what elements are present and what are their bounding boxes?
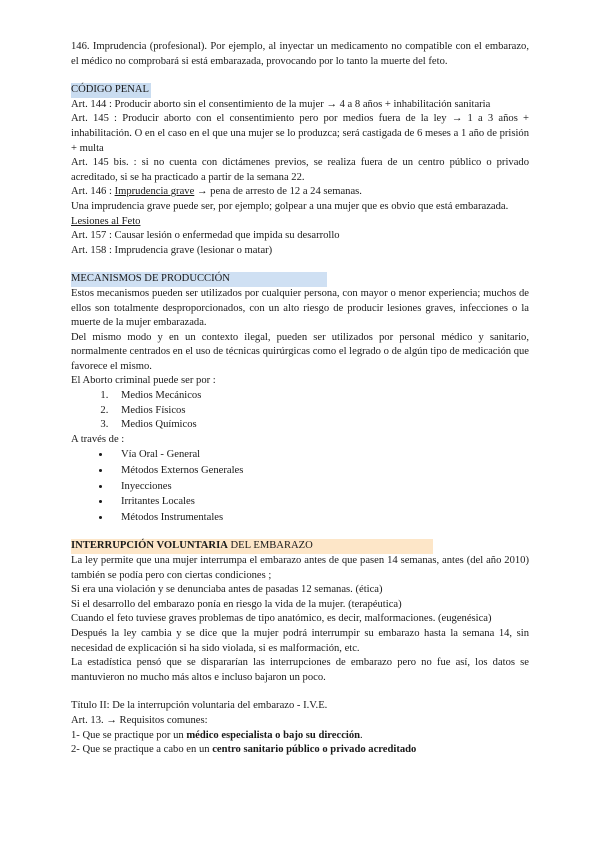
requisito-1-suffix: . [360, 729, 363, 741]
list-item: • Métodos Instrumentales [111, 510, 529, 526]
titulo-ii: Título II: De la interrupción voluntaria del embarazo - I.V.E. [71, 700, 328, 712]
ive-condicion-terapeutica: Si el desarrollo del embarazo ponía en riesgo la vida de la mujer. (terapéutica) [71, 598, 402, 610]
lesiones-heading: Lesiones al Feto [71, 215, 141, 227]
art-144: Art. 144 : Producir aborto sin el consentimiento de la mujer → 4 a 8 años + inhabilitación sanitaria [71, 98, 491, 110]
requisito-2-prefix: 2- Que se practique a cabo en un [71, 744, 213, 756]
codigo-penal-heading [71, 83, 529, 98]
art-158: Art. 158 : Imprudencia grave (lesionar o matar) [71, 244, 273, 256]
ive-paragraph-1: La ley permite que una mujer interrumpa el embarazo antes de que pasen 14 semanas, antes (del año 2010) también se podía pero con ciertas condiciones ; [71, 555, 529, 581]
list-item: • Métodos Externos Generales [111, 463, 529, 479]
ive-condicion-etica: Si era una violación y se denunciaba antes de pasadas 12 semanas. (ética) [71, 584, 383, 596]
a-traves-intro: A través de : [71, 433, 125, 445]
art-146 [71, 185, 529, 200]
list-item: • Vía Oral - General [111, 447, 529, 463]
ive-paragraph-2: Después la ley cambia y se dice que la mujer podrá interrumpir su embarazo hasta la semana 14, sin necesidad de explicación si ha sido violada, si es malformación, etc. [71, 627, 529, 654]
list-item: 2. Medios Físicos [111, 404, 529, 419]
mecanismos-heading: MECANISMOS DE PRODUCCIÓN [71, 272, 327, 287]
intro-paragraph: 146. Imprudencia (profesional). Por ejemplo, al inyectar un medicamento no compatible con el embarazo, el médico no comprobará si está embarazada, provocando por lo tanto la muerte del feto. [71, 41, 529, 67]
ive-heading-rest: DEL EMBARAZO [227, 540, 313, 552]
list-item: 1. Medios Mecánicos [111, 389, 529, 404]
requisito-1-bold: médico especialista o bajo su dirección [186, 729, 361, 741]
art-146-underlined: Imprudencia grave [114, 186, 195, 198]
mecanismos-paragraph-1: Estos mecanismos pueden ser utilizados por cualquier persona, con mayor o menor experiencia; muchos de ellos son totalmente desproporcionados, con un alto riesgo de producir lesiones graves, infecciones o la muerte de la mujer embarazada. [71, 287, 529, 329]
art-146-prefix: Art. 146 : [71, 186, 115, 198]
requisito-2 [71, 743, 529, 758]
list-item: • Irritantes Locales [111, 494, 529, 510]
art-13: Art. 13. → Requisitos comunes: [71, 714, 208, 726]
medios-list [71, 389, 529, 433]
imprudencia-paragraph: Una imprudencia grave puede ser, por ejemplo; golpear a una mujer que es obvio que está embarazada. [71, 200, 509, 212]
ive-heading-bold: INTERRUPCIÓN VOLUNTARIA [71, 540, 228, 552]
list-item: 3. Medios Químicos [111, 418, 529, 433]
art-146-suffix: → pena de arresto de 12 a 24 semanas. [194, 186, 362, 198]
ive-paragraph-3: La estadística pensó que se dispararían las interrupciones de embarazo pero no fue así, los datos se mantuvieron no mucho más altos e incluso bajaron un poco. [71, 657, 529, 683]
art-157: Art. 157 : Causar lesión o enfermedad que impida su desarrollo [71, 230, 340, 242]
vias-list [71, 447, 529, 525]
requisito-1 [71, 729, 529, 744]
document-content [71, 40, 529, 758]
codigo-penal-heading-text: CÓDIGO PENAL [71, 83, 151, 98]
requisito-1-prefix: 1- Que se practique por un [71, 729, 187, 741]
art-145: Art. 145 : Producir aborto con el consentimiento pero por medios fuera de la ley → 1 a 3 años + inhabilitación. O en el caso en el que una mujer se lo produzca; será castigada de 6 meses a 1 año de prisión + multa [71, 113, 529, 154]
requisito-2-bold: centro sanitario público o privado acreditado [212, 744, 417, 756]
aborto-criminal-intro: El Aborto criminal puede ser por : [71, 375, 216, 387]
ive-condicion-eugenesica: Cuando el feto tuviese graves problemas de tipo anatómico, es decir, malformaciones. (eugenésica) [71, 613, 492, 625]
ive-heading [71, 539, 433, 554]
art-145-bis: Art. 145 bis. : si no cuenta con dictámenes previos, se realiza fuera de un centro público o privado acreditado, si se ha practicado a partir de la semana 22. [71, 157, 529, 183]
mecanismos-paragraph-2: Del mismo modo y en un contexto ilegal, pueden ser utilizados por personal médico y sanitario, normalmente centrados en el uso de técnicas quirúrgicas como el legrado o de algún tipo de medicación que favorece el mismo. [71, 331, 529, 372]
list-item: • Inyecciones [111, 479, 529, 495]
